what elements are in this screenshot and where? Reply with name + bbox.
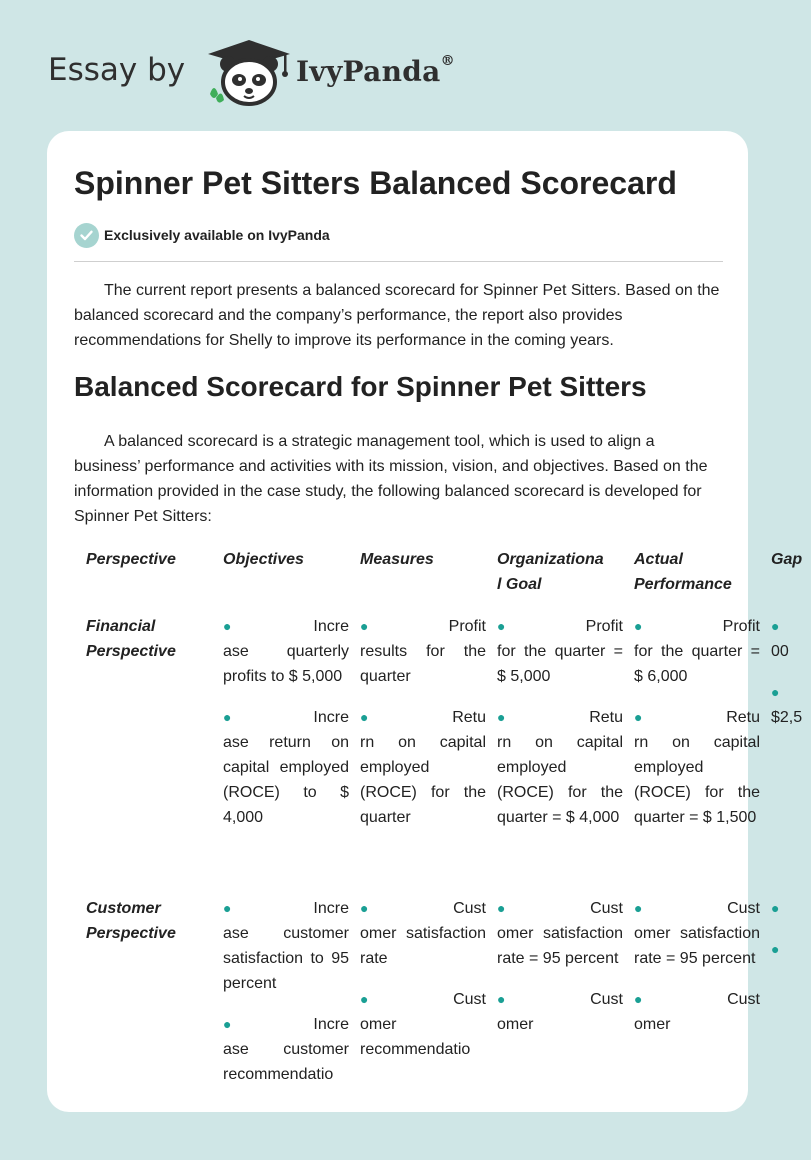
list-item: ● Increase customer satisfaction to 95 percent (223, 896, 349, 996)
bullet-dot-icon: ● (360, 709, 369, 725)
list-item (771, 937, 811, 962)
cell-objectives (223, 614, 349, 846)
list-item: ● Return on capital employed (ROCE) for the quarter = $ 1,500 (634, 705, 760, 830)
intro-paragraph: The current report presents a balanced scorecard for Spinner Pet Sitters. Based on the balanced scorecard and the company’s performance, the report also provides recommendations for Shelly to improve its performance in the coming years. (74, 282, 720, 349)
list-item: ● Customer (634, 987, 760, 1037)
bullet-dot-icon: ● (223, 618, 232, 634)
row-financial-perspective: Financial Perspective (86, 618, 176, 660)
bullet-dot-icon: ● (223, 709, 232, 725)
bullet-dot-icon: ● (360, 618, 369, 634)
bullet-dot-icon: ● (634, 618, 643, 634)
list-item: ● 00 (771, 614, 811, 664)
page-title: Spinner Pet Sitters Balanced Scorecard (74, 165, 677, 201)
cell-gap (771, 896, 811, 978)
list-item: ● Increase customer recommendatio (223, 1012, 349, 1087)
brand-header (48, 36, 468, 116)
bullet-dot-icon: ● (634, 991, 643, 1007)
bullet-dot-icon: ● (771, 900, 780, 916)
list-item: ● Increase quarterly profits to $ 5,000 (223, 614, 349, 689)
bullet-dot-icon: ● (497, 618, 506, 634)
cell-objectives (223, 896, 349, 1103)
bullet-dot-icon: ● (360, 900, 369, 916)
list-item: ● Customer satisfaction rate = 95 percent (634, 896, 760, 971)
header-organizational-goal: Organizationa l Goal (497, 551, 604, 593)
badge-text: Exclusively available on IvyPanda (104, 227, 330, 243)
cell-goal (497, 614, 623, 846)
cell-goal (497, 896, 623, 1053)
list-item: ● Customer satisfaction rate = 95 percent (497, 896, 623, 971)
cell-measures (360, 896, 486, 1078)
body-paragraph: A balanced scorecard is a strategic management tool, which is used to align a business’ performance and activities with its mission, vision, and objectives. Based on the information provided in the case study, the following balanced scorecard is developed for Spinner Pet Sitters: (74, 433, 708, 525)
section-heading: Balanced Scorecard for Spinner Pet Sitters (74, 371, 647, 402)
list-item: ● $2,5 (771, 680, 811, 730)
bullet-dot-icon: ● (771, 618, 780, 634)
list-item: ● Customer (497, 987, 623, 1037)
cell-gap (771, 614, 811, 746)
essay-by-label: Essay by (48, 52, 186, 88)
panda-logo-icon[interactable] (204, 36, 294, 108)
bullet-dot-icon: ● (634, 709, 643, 725)
bullet-dot-icon: ● (223, 900, 232, 916)
bullet-dot-icon: ● (223, 1016, 232, 1032)
list-item: ● Customer recommendatio (360, 987, 486, 1062)
header-actual-performance: Actual Performance (634, 551, 732, 593)
header-measures: Measures (360, 551, 434, 568)
cell-measures (360, 614, 486, 846)
list-item: ● Return on capital employed (ROCE) for the quarter (360, 705, 486, 830)
list-item: ● Profitfor the quarter = $ 5,000 (497, 614, 623, 689)
header-gap: Gap (771, 551, 803, 568)
article-card (47, 131, 803, 1112)
cell-actual (634, 614, 760, 846)
bullet-dot-icon: ● (771, 684, 780, 700)
divider (74, 261, 723, 262)
brand-name: IvyPanda® (296, 53, 455, 88)
cell-actual (634, 896, 760, 1053)
list-item (771, 896, 811, 921)
bullet-dot-icon: ● (497, 991, 506, 1007)
bullet-dot-icon: ● (634, 900, 643, 916)
list-item: ● Customer satisfaction rate (360, 896, 486, 971)
bullet-dot-icon: ● (360, 991, 369, 1007)
bullet-dot-icon: ● (771, 941, 780, 957)
bullet-dot-icon: ● (497, 709, 506, 725)
bullet-dot-icon: ● (497, 900, 506, 916)
header-perspective: Perspective (86, 551, 176, 568)
list-item: ● Return on capital employed (ROCE) for the quarter = $ 4,000 (497, 705, 623, 830)
row-customer-perspective: Customer Perspective (86, 900, 176, 942)
list-item: ● Profitresults for the quarter (360, 614, 486, 689)
header-objectives: Objectives (223, 551, 304, 568)
exclusive-badge (74, 222, 330, 248)
list-item: ● Increase return on capital employed (ROCE) to $ 4,000 (223, 705, 349, 830)
list-item: ● Profitfor the quarter = $ 6,000 (634, 614, 760, 689)
check-icon (74, 223, 99, 248)
